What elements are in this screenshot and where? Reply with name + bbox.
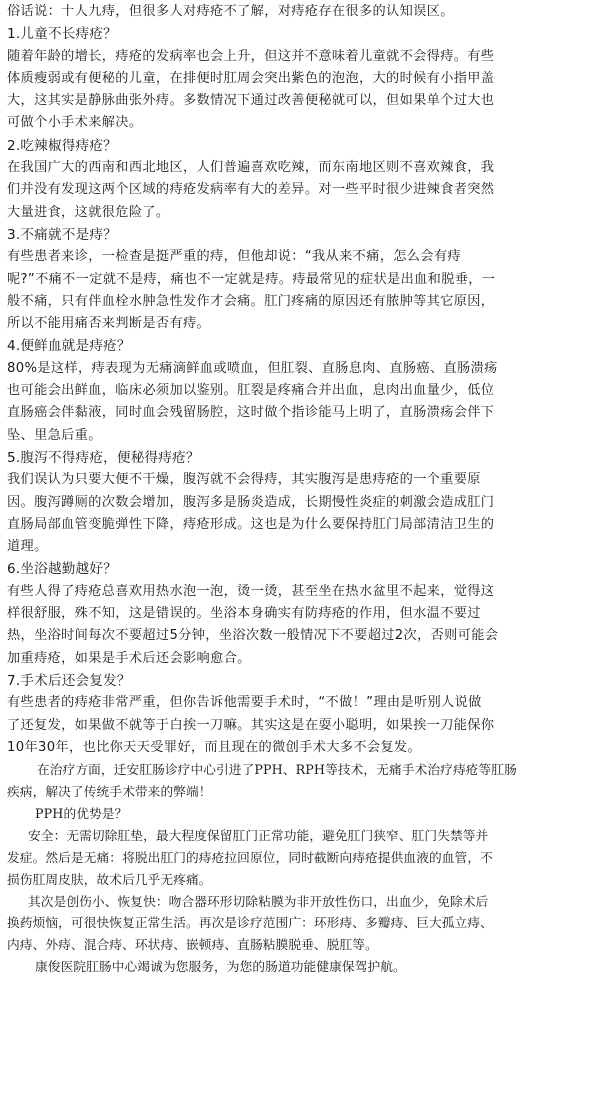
paragraph-line: 般不痛，只有伴血栓水肿急性发作才会痛。肛门疼痛的原因还有脓肿等其它原因， [7, 293, 495, 309]
paragraph-line: 所以不能用痛否来判断是否有痔。 [7, 316, 211, 332]
paragraph-line: 直肠局部血管变脆弹性下降，痔疮形成。这也是为什么要保持肛门局部清洁卫生的 [7, 516, 495, 532]
paragraph-line: 有些人得了痔疮总喜欢用热水泡一泡，烫一烫，甚至坐在热水盆里不起来，觉得这 [7, 583, 495, 599]
treatment-line: 疾病，解决了传统手术带来的弊端！ [7, 784, 212, 799]
paragraph-line: 了还复发，如果做不就等于白挨一刀嘛。其实这是在耍小聪明，如果挨一刀能保你 [7, 717, 495, 733]
paragraph-line: 在我国广大的西南和西北地区，人们普遍喜欢吃辣，而东南地区则不喜欢辣食，我 [7, 160, 495, 176]
section-heading: 5.腹泻不得痔疮，便秘得痔疮？ [7, 449, 200, 466]
section-heading: 2.吃辣椒得痔疮？ [7, 137, 117, 154]
paragraph-line: 10年30年，也比你天天受罪好，而且现在的微创手术大多不会复发。 [7, 739, 422, 755]
paragraph-line: 也可能会出鲜血，临床必须加以鉴别。肛裂是疼痛合并出血，息肉出血量少，低位 [7, 383, 495, 399]
section-heading: 1.儿童不长痔疮？ [7, 26, 117, 43]
closing-line: 康俊医院肛肠中心竭诚为您服务，为您的肠道功能健康保驾护航。 [35, 959, 406, 975]
section-heading: 6.坐浴越勤越好？ [7, 561, 117, 578]
intro-text: 俗话说：十人九痔，但很多人对痔疮不了解，对痔疮存在很多的认知误区。 [7, 4, 454, 19]
paragraph-line: 随着年龄的增长，痔疮的发病率也会上升，但这并不意味着儿童就不会得痔。有些 [7, 48, 495, 64]
paragraph-line: 呢?”不痛不一定就不是痔，痛也不一定就是痔。痔最常见的症状是出血和脱垂，一 [7, 271, 496, 287]
section-heading: 7.手术后还会复发？ [7, 672, 131, 689]
paragraph-line: 道理。 [7, 539, 48, 555]
paragraph-line: 因。腹泻蹲厕的次数会增加，腹泻多是肠炎造成，长期慢性炎症的刺激会造成肛门 [7, 494, 495, 510]
paragraph-line: 热，坐浴时间每次不要超过5分钟，坐浴次数一般情况下不要超过2次，否则可能会 [7, 628, 499, 644]
pph-heading: PPH的优势是？ [35, 805, 128, 821]
advantage-line: 安全：无需切除肛垫，最大程度保留肛门正常功能，避免肛门狭窄、肛门失禁等并 [28, 827, 489, 843]
paragraph-line: 大量进食，这就很危险了。 [7, 204, 170, 220]
paragraph-line: 坠、里急后重。 [7, 427, 102, 443]
advantage-line: 损伤肛周皮肤，故术后几乎无疼痛。 [7, 871, 212, 887]
paragraph-line: 们并没有发现这两个区域的痔疮发病率有大的差异。对一些平时很少进辣食者突然 [7, 182, 495, 198]
section-heading: 4.便鲜血就是痔疮？ [7, 338, 131, 355]
advantage-line: 发症。然后是无痛：将脱出肛门的痔疮拉回原位，同时截断向痔疮提供血液的血管，不 [7, 849, 493, 865]
paragraph-line: 大，这其实是静脉曲张外痔。多数情况下通过改善便秘就可以，但如果单个过大也 [7, 93, 495, 109]
section-heading: 3.不痛就不是痔？ [7, 226, 117, 243]
recovery-line: 其次是创伤小、恢复快：吻合器环形切除粘膜为非开放性伤口，出血少，免除术后 [28, 893, 489, 909]
paragraph-line: 加重痔疮，如果是手术后还会影响愈合。 [7, 650, 251, 666]
paragraph-line: 直肠癌会伴黏液，同时血会残留肠腔，这时做个指诊能马上明了，直肠溃疡会伴下 [7, 405, 495, 421]
recovery-line: 内痔、外痔、混合痔、环状痔、嵌顿痔、直肠粘膜脱垂、脱肛等。 [7, 937, 378, 953]
paragraph-line: 有些患者的痔疮非常严重，但你告诉他需要手术时，“不做！”理由是听别人说做 [7, 695, 482, 711]
paragraph-line: 80%是这样，痔表现为无痛滴鲜血或喷血，但肛裂、直肠息肉、直肠癌、直肠溃疡 [7, 360, 498, 376]
paragraph-line: 样很舒服，殊不知，这是错误的。坐浴本身确实有防痔疮的作用，但水温不要过 [7, 606, 481, 622]
paragraph-line: 可做个小手术来解决。 [7, 115, 143, 131]
paragraph-line: 我们误认为只要大便不干燥，腹泻就不会得痔，其实腹泻是患痔疮的一个重要原 [7, 472, 481, 488]
treatment-line: 在治疗方面，迁安肛肠诊疗中心引进了PPH、RPH等技术，无痛手术治疗痔疮等肛肠 [37, 762, 517, 778]
paragraph-line: 体质瘦弱或有便秘的儿童，在排便时肛周会突出紫色的泡泡，大的时候有小指甲盖 [7, 70, 495, 86]
paragraph-line: 有些患者来诊，一检查是挺严重的痔，但他却说：“我从来不痛，怎么会有痔 [7, 249, 461, 265]
recovery-line: 换药烦恼，可很快恢复正常生活。再次是诊疗范围广：环形痔、多瓣痔、巨大孤立痔、 [7, 915, 493, 931]
